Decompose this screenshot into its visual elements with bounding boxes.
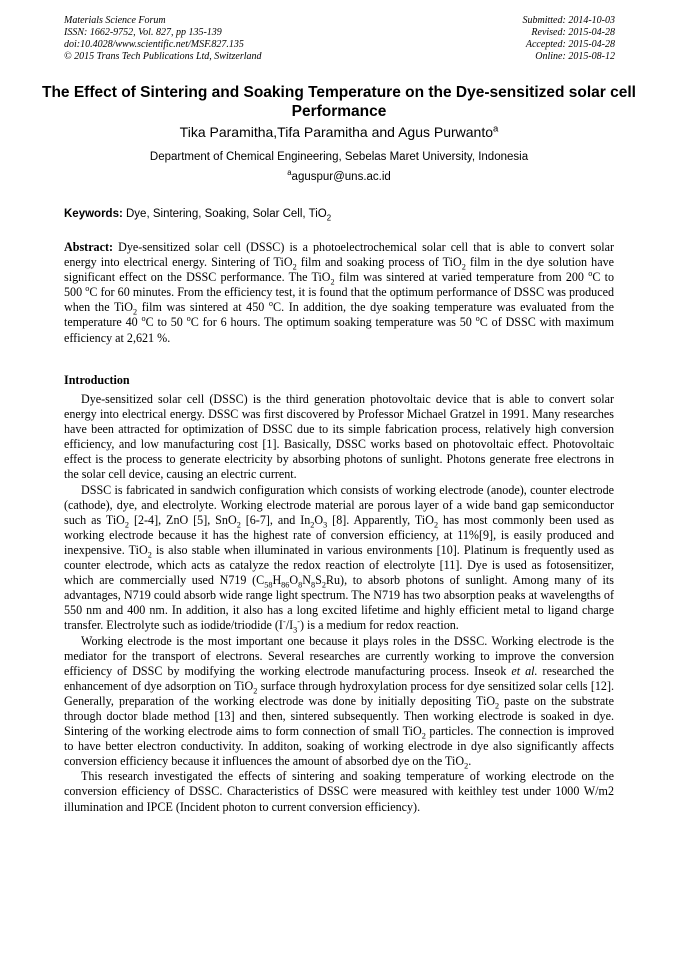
keywords [64,207,331,221]
intro-paragraph-4: This research investigated the effects of sintering and soaking temperature of working electrode on the conversion efficiency of DSSC. Characteristics of DSSC were measured with keithley test under 1000 W/m2 illumination and IPCE (Incident photon to current conversion efficiency). [64,769,614,814]
revised-date: Revised: 2015-04-28 [531,27,615,38]
subscript: 2 [253,686,258,696]
paragraph-text: O [314,512,324,527]
subscript: 2 [495,701,500,711]
subscript: 2 [124,520,130,530]
superscript: - [297,617,300,627]
subscript: 2 [464,761,469,771]
degree-mark: o [141,314,146,324]
subscript: 2 [133,307,138,317]
formula-text: H [272,573,282,588]
formula-text: O [289,573,299,588]
affiliation: Department of Chemical Engineering, Sebelas Maret University, Indonesia [149,151,529,163]
subscript: 2 [321,580,326,590]
subscript: 58 [264,580,273,590]
abstract [64,240,614,346]
keywords-label: Keywords: [64,208,123,220]
subscript: 2 [421,731,426,741]
subscript: 2 [433,520,439,530]
abstract-text: Dye-sensitized solar cell (DSSC) is a photoelectrochemical solar cell that is able to convert solar energy into electrical energy. Sintering of TiO [64,240,614,270]
submitted-date: Submitted: 2014-10-03 [522,15,615,26]
abstract-text: C to 500 [64,270,615,300]
subscript: 2 [310,520,315,530]
paragraph-text: paste on the substrate through doctor blade method [13] and then, sintered subsequently. Then working electrode is soaked in dye. Sintering of the working electrode aims to form connection of small TiO [64,693,614,739]
degree-mark: o [588,269,593,279]
superscript: - [282,617,286,627]
degree-mark: o [186,314,191,324]
paragraph-text: particles. The connection is improved to have better electron conductivity. In additon, soaking of working electrode in dye also significantly affects conversion efficiency because it influences the amount of absorbed dye on the TiO [64,724,614,769]
paragraph-text: [6-7], and In [240,512,311,527]
degree-mark: o [268,299,274,309]
paragraph-text: surface through hydroxylation process for dye sensitized solar cells [12]. Generally, preparation of the working electrode was done by initially depositing TiO [64,678,615,708]
abstract-text: C. In addition, the dye soaking temperature was evaluated from the temperature 40 [64,300,614,330]
subscript: 2 [326,213,332,223]
issn-line: ISSN: 1662-9752, Vol. 827, pp 135-139 [64,27,222,38]
subscript: 2 [461,262,466,272]
subscript: 8 [310,580,316,590]
paper-title: The Effect of Sintering and Soaking Temperature on the Dye-sensitized solar cell Performance [41,84,636,120]
author-marker: a [493,123,499,135]
subscript: 8 [298,580,303,590]
paragraph-text: ) is a medium for redox reaction. [299,618,459,633]
subscript: 2 [292,262,297,272]
paragraph-text: [2-4], ZnO [5], SnO [129,512,237,527]
abstract-text: C to 50 [145,315,187,330]
online-date: Online: 2015-08-12 [535,51,615,62]
abstract-text: film was sintered at varied temperature from 200 [334,270,589,285]
paragraph-text: has most commonly been used as working electrode because it has the highest rate of conversion efficiency, at 11%[9], is easily produced and inexpensive. TiO [64,512,614,557]
degree-mark: o [85,284,90,294]
intro-paragraph-1: Dye-sensitized solar cell (DSSC) is the third generation photovoltaic device that is able to convert solar energy into electrical energy. DSSC was first discovered by Professor Michael Gratzel in 1991. Many researches have been attracted for optimization of DSSC due to its simple fabrication process, relatively high conversion efficiency, and low manufacturing cost [1]. Basically, DSSC works based on photovoltaic effect. Photovoltaic effect is the process to generate electricity by absorbing photons of sunlight. Photons generate free electrons in the solar cell device, causing an electric current. [64,392,614,482]
author-list [40,124,638,141]
abstract-text: C of DSSC with maximum efficiency at 2,621 %. [64,315,615,345]
abstract-text: C for 6 hours. The optimum soaking temperature was 50 [190,315,476,330]
journal-name: Materials Science Forum [64,15,166,26]
paragraph-text: /I [285,618,294,633]
copyright-line: © 2015 Trans Tech Publications Ltd, Switzerland [64,51,262,62]
abstract-text: C for 60 minutes. From the efficiency test, it is found that the optimum performance of DSSC was produced when the TiO [64,285,614,315]
abstract-text: film was sintered at 450 [137,300,269,315]
paragraph-text: . [468,754,472,769]
paragraph-text: is also stable when illuminated in various environments [10]. Platinum is frequently used as counter electrode, which acts as catalyze the redox reaction of electrolyte [11]. Dye is used as fotosensitizer, which are commercially used N719 (C [64,542,614,588]
abstract-label: Abstract: [64,240,114,254]
degree-mark: o [475,314,480,324]
subscript: 2 [147,550,152,560]
subscript: 3 [293,625,298,635]
paragraph-text: DSSC is fabricated in sandwich configuration which consists of working electrode (anode), counter electrode (cathode), dye, and electrolyte. Working electrode material are porous layer of a wide band gap semiconductor such as TiO [64,482,614,527]
formula-text: Ru [325,573,341,588]
paragraph-text: Working electrode is the most important one because it plays roles in the DSSC. Working electrode is the mediator for the transport of electrons. Several researches are currently working to improve the conversion efficiency of DSSC by modifying the working electrode manufacturing process. Inseok [64,633,614,678]
journal-header [64,15,262,63]
formula-text: S [315,573,322,588]
intro-paragraph-2 [64,483,614,634]
email-address[interactable]: aguspur@uns.ac.id [291,171,391,183]
formula-text: N [302,573,311,588]
paragraph-text: [8]. Apparently, TiO [327,512,434,527]
keywords-text: Dye, Sintering, Soaking, Solar Cell, TiO [126,208,327,220]
subscript: 86 [281,580,290,590]
paragraph-text: ), to absorb photons of sunlight. Among many of its advantages, N719 could absorb wide range light spectrum. The N719 has two absorption peaks at wavelengths of 550 nm and 400 nm. In addition, it also has a long excited lifetime and highly efficient metal to ligand charge transfer. Electrolyte such as iodide/triodide (I [64,573,614,633]
subscript: 3 [323,520,328,530]
subscript: 2 [330,277,335,287]
accepted-date: Accepted: 2015-04-28 [525,39,615,50]
subscript: 2 [236,520,241,530]
doi-line: doi:10.4028/www.scientific.net/MSF.827.135 [64,39,244,50]
intro-paragraph-3 [64,634,614,770]
abstract-text: film and soaking process of TiO [296,255,462,270]
email-marker: a [287,168,292,178]
author-email [40,170,638,184]
abstract-text: film in the dye solution have significant effect on the DSSC performance. The TiO [64,255,615,285]
et-al: et al. [511,663,538,678]
dates-header [523,15,616,63]
introduction-body [64,392,614,815]
introduction-heading: Introduction [64,373,130,387]
paragraph-text: researched the enhancement of dye adsorption on TiO [64,663,615,693]
author-names: Tika Paramitha,Tifa Paramitha and Agus Purwanto [179,124,494,140]
